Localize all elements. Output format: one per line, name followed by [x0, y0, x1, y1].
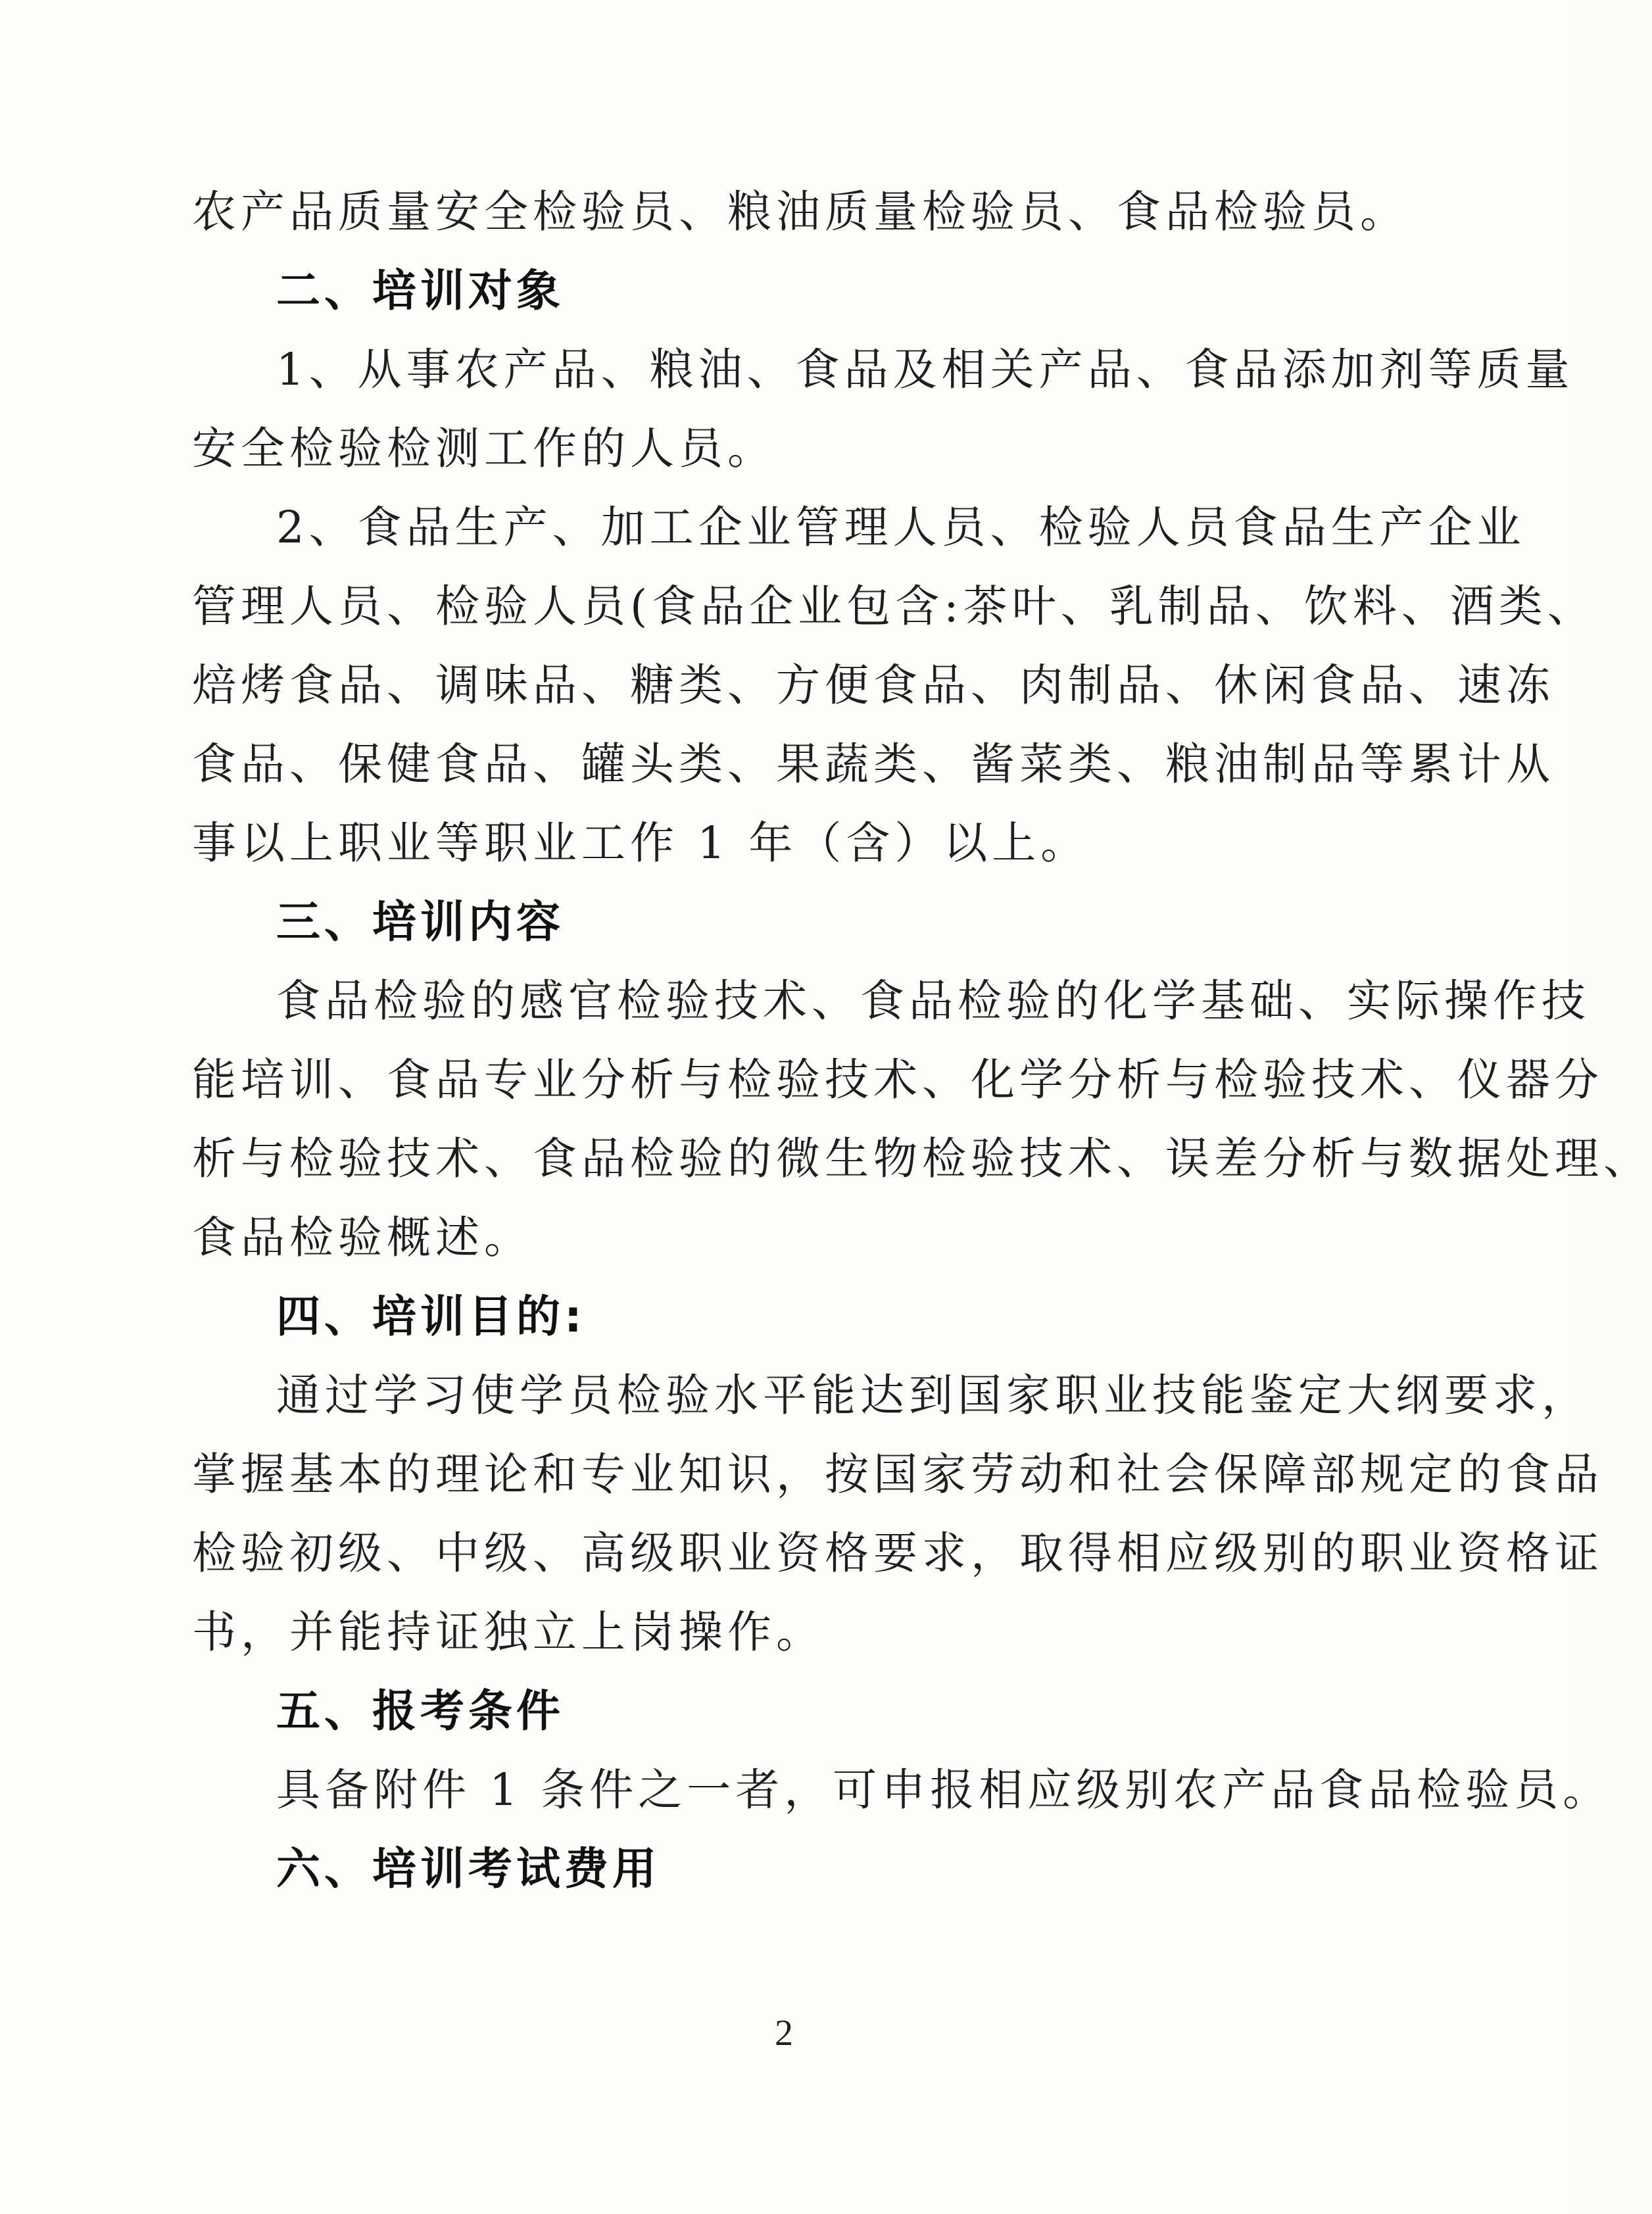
body-line-1: 农产品质量安全检验员、粮油质量检验员、食品检验员。 [192, 186, 1409, 237]
body-line-13: 通过学习使学员检验水平能达到国家职业技能鉴定大纲要求， [276, 1370, 1590, 1421]
section-heading-training-exam-fees: 六、培训考试费用 [276, 1843, 660, 1894]
body-line-4: 2、食品生产、加工企业管理人员、检验人员食品生产企业 [276, 502, 1526, 553]
section-heading-training-content: 三、培训内容 [276, 896, 564, 948]
page-number: 2 [775, 2013, 793, 2054]
body-line-16: 书，并能持证独立上岗操作。 [192, 1606, 825, 1658]
body-line-2: 1、从事农产品、粮油、食品及相关产品、食品添加剂等质量 [276, 344, 1574, 395]
section-heading-application-conditions: 五、报考条件 [276, 1685, 564, 1737]
body-line-9: 食品检验的感官检验技术、食品检验的化学基础、实际操作技 [276, 975, 1590, 1026]
body-line-7: 食品、保健食品、罐头类、果蔬类、酱菜类、粮油制品等累计从 [192, 738, 1555, 790]
body-line-3: 安全检验检测工作的人员。 [192, 423, 776, 474]
body-line-10: 能培训、食品专业分析与检验技术、化学分析与检验技术、仪器分 [192, 1054, 1603, 1105]
body-line-5: 管理人员、检验人员(食品企业包含:茶叶、乳制品、饮料、酒类、 [192, 581, 1596, 632]
section-heading-training-targets: 二、培训对象 [276, 265, 564, 316]
body-line-8: 事以上职业等职业工作 1 年（含）以上。 [192, 817, 1090, 869]
body-line-17: 具备附件 1 条件之一者，可申报相应级别农产品食品检验员。 [276, 1764, 1612, 1816]
body-line-6: 焙烤食品、调味品、糖类、方便食品、肉制品、休闲食品、速冻 [192, 660, 1555, 711]
body-line-14: 掌握基本的理论和专业知识，按国家劳动和社会保障部规定的食品 [192, 1449, 1603, 1500]
body-line-12: 食品检验概述。 [192, 1212, 533, 1263]
body-line-11: 析与检验技术、食品检验的微生物检验技术、误差分析与数据处理、 [192, 1133, 1652, 1184]
body-line-15: 检验初级、中级、高级职业资格要求，取得相应级别的职业资格证 [192, 1528, 1603, 1579]
section-heading-training-purpose: 四、培训目的: [276, 1291, 586, 1342]
